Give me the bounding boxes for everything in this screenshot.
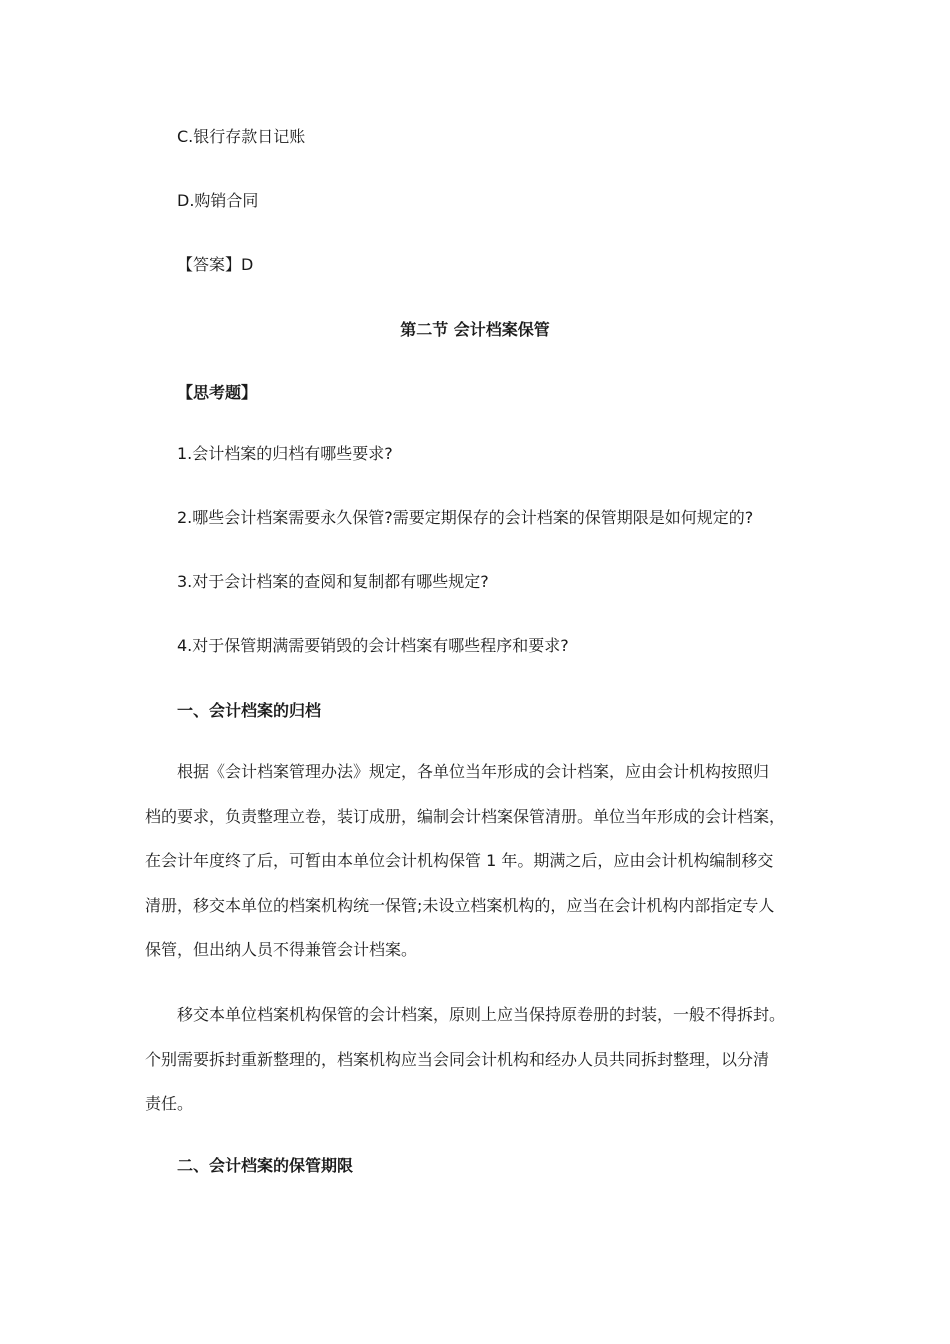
- paragraph-line: 保管，但出纳人员不得兼管会计档案。: [145, 940, 418, 959]
- question-item: 3.对于会计档案的查阅和复制都有哪些规定?: [177, 572, 489, 591]
- answer-line: 【答案】D: [177, 255, 254, 274]
- heading-archiving: 一、会计档案的归档: [177, 701, 322, 720]
- paragraph-line: 档的要求，负责整理立卷，装订成册，编制会计档案保管清册。单位当年形成的会计档案，: [145, 806, 786, 826]
- paragraph-line: 根据《会计档案管理办法》规定，各单位当年形成的会计档案，应由会计机构按照归: [177, 762, 770, 781]
- paragraph-transfer: [145, 993, 810, 1127]
- option-d: D.购销合同: [177, 191, 259, 210]
- option-c: C.银行存款日记账: [177, 127, 306, 146]
- paragraph-line: 在会计年度终了后，可暂由本单位会计机构保管 1 年。期满之后，应由会计机构编制移交: [145, 851, 774, 870]
- paragraph-line: 个别需要拆封重新整理的，档案机构应当会同会计机构和经办人员共同拆封整理，以分清: [145, 1049, 770, 1069]
- paragraph-line: 责任。: [145, 1094, 194, 1113]
- question-item: 1.会计档案的归档有哪些要求?: [177, 444, 393, 463]
- paragraph-line: 移交本单位档案机构保管的会计档案，原则上应当保持原卷册的封装，一般不得拆封。: [177, 1005, 786, 1024]
- section-title: 第二节 会计档案保管: [400, 320, 550, 339]
- question-item: 2.哪些会计档案需要永久保管?需要定期保存的会计档案的保管期限是如何规定的?: [177, 508, 754, 527]
- question-item: 4.对于保管期满需要销毁的会计档案有哪些程序和要求?: [177, 636, 569, 655]
- paragraph-line: 清册，移交本单位的档案机构统一保管;未设立档案机构的，应当在会计机构内部指定专人: [145, 895, 775, 915]
- thinking-header: 【思考题】: [177, 383, 258, 402]
- paragraph-archiving: [145, 750, 810, 973]
- heading-retention: 二、会计档案的保管期限: [177, 1156, 354, 1175]
